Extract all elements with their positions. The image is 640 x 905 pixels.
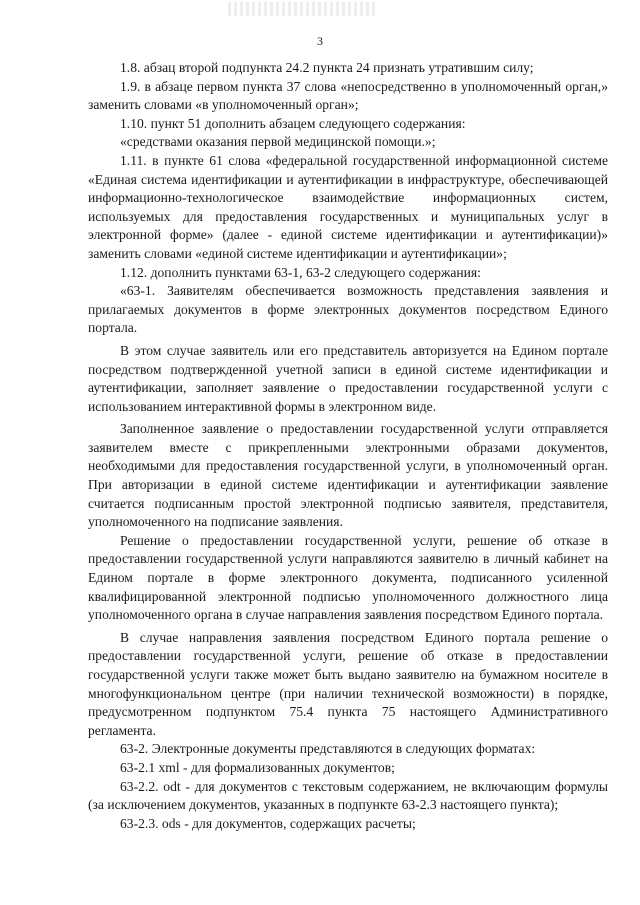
paragraph-63-2-2: 63-2.2. odt - для документов с текстовым содержанием, не включающим формулы (за исключением документов, указанных в подпункте 63-2.3 настоящего пункта); — [88, 778, 608, 813]
paragraph-submission: Заполненное заявление о предоставлении государственной услуги отправляется заявителем вместе с прикрепленными электронными образами документов, необходимыми для предоставления государственной услуги, в уполномоченный орган. При авторизации в единой системе идентификации и аутентификации заявление считается подписанным простой электронной подписью заявителя, представителя, уполномоченного на подписание заявления. — [88, 421, 608, 530]
page-number: 3 — [317, 34, 323, 48]
paragraph-1-10-quote: «средствами оказания первой медицинской помощи.»; — [120, 134, 436, 150]
paragraph-decision: Решение о предоставлении государственной услуги, решение об отказе в предоставлении государственной услуги направляются заявителю в личный кабинет на Едином портале в форме электронного документа, подписанного усиленной квалифицированной электронной подписью уполномоченного должностного лица уполномоченного органа в случае направления заявления посредством Единого портала. — [88, 532, 608, 623]
paragraph-63-2: 63-2. Электронные документы представляются в следующих форматах: — [120, 741, 536, 757]
paragraph-1-10: 1.10. пункт 51 дополнить абзацем следующего содержания: — [120, 115, 466, 131]
paragraph-1-8: 1.8. абзац второй подпункта 24.2 пункта 24 признать утратившим силу; — [120, 60, 534, 75]
paragraph-63-1: «63-1. Заявителям обеспечивается возможность представления заявления и прилагаемых документов в форме электронных документов посредством Единого портала. — [88, 283, 608, 336]
paragraph-63-2-3: 63-2.3. ods - для документов, содержащих расчеты; — [120, 815, 416, 831]
faded-stamp-mark — [228, 2, 378, 16]
paragraph-63-2-1: 63-2.1 xml - для формализованных документов; — [120, 759, 395, 775]
paragraph-1-11: 1.11. в пункте 61 слова «федеральной государственной информационной системе «Единая система идентификации и аутентификации в инфраструктуре, обеспечивающей информационно-технологическое взаимодействие информационных систем, используемых для предоставления государственных и муниципальных услуг в электронной форме» (далее - единой системе идентификации и аутентификации)» заменить словами «единой системе идентификации и аутентификации»; — [88, 152, 608, 261]
document-body — [88, 59, 608, 833]
paragraph-1-9: 1.9. в абзаце первом пункта 37 слова «непосредственно в уполномоченный орган,» заменить словами «в уполномоченный орган»; — [88, 78, 608, 113]
paragraph-1-12: 1.12. дополнить пунктами 63-1, 63-2 следующего содержания: — [120, 264, 481, 280]
paragraph-authorization: В этом случае заявитель или его представитель авторизуется на Едином портале посредством подтвержденной учетной записи в единой системе идентификации и аутентификации, заполняет заявление о предоставлении государственной услуги с использованием интерактивной формы в электронном виде. — [88, 342, 608, 414]
paragraph-paper-copy: В случае направления заявления посредством Единого портала решение о предоставлении государственной услуги, решение об отказе в предоставлении государственной услуги также может быть выдано заявителю на бумажном носителе в многофункциональном центре (при наличии технической возможности) в порядке, предусмотренном подпунктом 75.4 пункта 75 настоящего Административного регламента. — [88, 629, 608, 738]
